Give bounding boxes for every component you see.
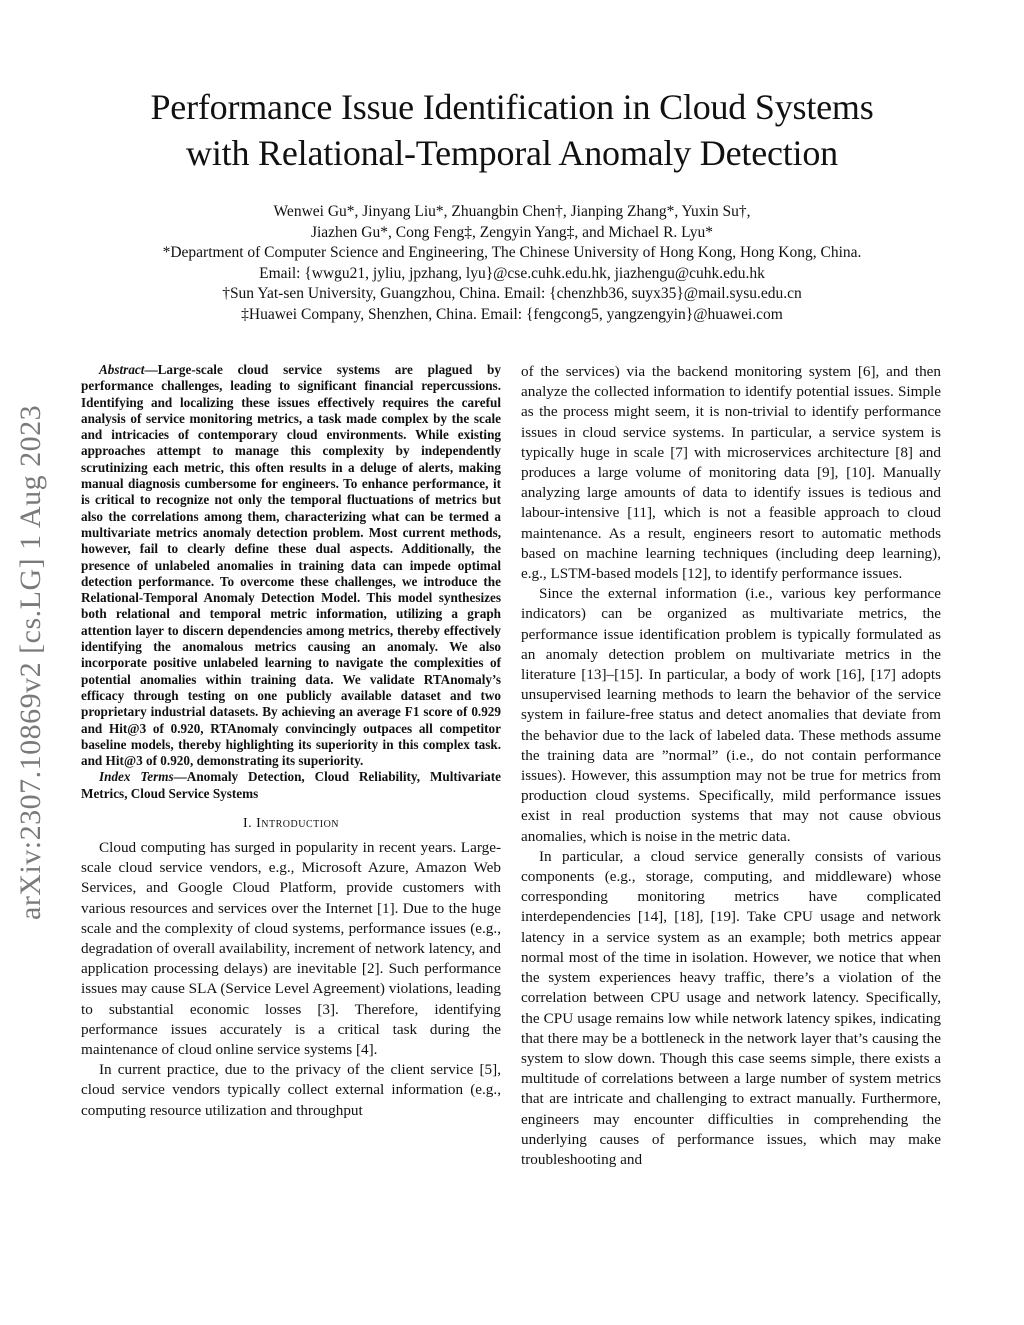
title-line-1: Performance Issue Identification in Cloud Systems xyxy=(150,87,874,127)
author-line-1: Wenwei Gu*, Jinyang Liu*, Zhuangbin Chen†, Jianping Zhang*, Yuxin Su†, xyxy=(273,203,751,220)
intro-paragraph-4: In particular, a cloud service generally consists of various components (e.g., storage, computing, and middleware) whose corresponding monitoring metrics have complicated interdependencies [14], [18], [19]. Take CPU usage and network latency in a service system as an example; both metrics appear normal most of the time in isolation. However, we notice that when the system experiences heavy traffic, there’s a violation of the correlation between CPU usage and network latency. Specifically, the CPU usage remains low while network latency spikes, indicating that there may be a bottleneck in the network layer that’s causing the system to slow down. Though this case seems simple, there exists a multitude of correlations between a large number of system metrics that are intricate and challenging to extract manually. Furthermore, engineers may encounter difficulties in comprehending the underlying causes of performance issues, which may make troubleshooting and xyxy=(521,847,941,1168)
left-column xyxy=(81,362,501,1121)
right-column xyxy=(521,362,941,1170)
affiliation-2: †Sun Yat-sen University, Guangzhou, China. Email: {chenzhb36, suyx35}@mail.sysu.edu.cn xyxy=(222,285,802,302)
index-terms-label: Index Terms xyxy=(99,769,174,785)
section-heading-introduction: I. Introduction xyxy=(242,816,340,832)
paper-title xyxy=(60,84,964,176)
affiliation-1-email: Email: {wwgu21, jyliu, jpzhang, lyu}@cse.cuhk.edu.hk, jiazhengu@cuhk.edu.hk xyxy=(259,264,765,282)
abstract-label: Abstract xyxy=(99,362,145,377)
author-line-2: Jiazhen Gu*, Cong Feng‡, Zengyin Yang‡, and Michael R. Lyu* xyxy=(310,223,714,241)
index-terms xyxy=(81,769,501,802)
arxiv-stamp: arXiv:2307.10869v2 [cs.LG] 1 Aug 2023 xyxy=(14,404,47,920)
affiliation-1: *Department of Computer Science and Engineering, The Chinese University of Hong Kong, Hong Kong, China. xyxy=(162,244,862,261)
abstract xyxy=(81,362,501,769)
abstract-text: —Large-scale cloud service systems are plagued by performance challenges, leading to significant financial repercussions. Identifying and localizing these issues effectively requires the careful analysis of service monitoring metrics, a task made complex by the scale and intricacies of contemporary cloud environments. While existing approaches attempt to manage this complexity by independently scrutinizing each metric, this often results in a deluge of alerts, making manual diagnosis cumbersome for engineers. To enhance performance, it is critical to recognize not only the temporal fluctuations of metrics but also the correlations among them, characterizing what can be termed a multivariate metrics anomaly detection problem. Most current methods, however, fail to clearly define these dual aspects. Additionally, the presence of unlabeled anomalies in training data can impede optimal detection performance. To overcome these challenges, we introduce the Relational-Temporal Anomaly Detection Model. This model synthesizes both relational and temporal metric information, utilizing a graph attention layer to discern dependencies among metrics, thereby effectively identifying the anomalous metrics causing an anomaly. We also incorporate positive unlabeled learning to navigate the complexities of potential anomalies within training data. We validate RTAnomaly’s efficacy through testing on one publicly available dataset and two proprietary industrial datasets. By achieving an average F1 score of 0.929 and Hit@3 of 0.920, RTAnomaly convincingly outpaces all competitor baseline models, thereby highlighting its superiority in this complex task. and Hit@3 of 0.920, demonstrating its superiority. xyxy=(81,362,501,769)
affiliation-3: ‡Huawei Company, Shenzhen, China. Email: {fengcong5, yangzengyin}@huawei.com xyxy=(241,305,783,323)
index-terms-text: —Anomaly Detection, Cloud Reliability, Multivariate Metrics, Cloud Service Systems xyxy=(81,769,501,801)
title-line-2: with Relational-Temporal Anomaly Detection xyxy=(186,133,838,173)
intro-paragraph-2-continued: of the services) via the backend monitoring system [6], and then analyze the collected information to identify potential issues. Simple as the process might seem, it is non-trivial to identify performance issues in cloud service systems. In particular, a service system is typically huge in scale [7] with microservices architecture [8] and produces a large volume of monitoring data [9], [10]. Manually analyzing large amounts of data to identify issues is tedious and labour-intensive [11], which is not a feasible approach to cloud maintenance. As a result, engineers resort to automatic methods based on machine learning techniques (including deep learning), e.g., LSTM-based models [12], to identify performance issues. xyxy=(521,363,941,583)
author-block xyxy=(40,202,984,325)
intro-paragraph-2: In current practice, due to the privacy of the client service [5], cloud service vendors typically collect external information (e.g., computing resource utilization and throughput xyxy=(81,1061,501,1119)
intro-paragraph-3: Since the external information (i.e., various key performance indicators) can be organized as multivariate metrics, the performance issue identification problem is typically formulated as an anomaly detection problem on multivariate metrics in the literature [13]–[15]. In particular, a body of work [16], [17] adopts unsupervised learning methods to learn the behavior of the service system in failure-free status and detect anomalies that deviate from the behavior due to the lack of labeled data. These methods assume the training data are ”normal” (i.e., do not contain performance issues). However, this assumption may not be true for metrics from production cloud systems. Specifically, mild performance issues exist in real production systems that may not cause obvious anomalies, which is noise in the metric data. xyxy=(521,585,941,845)
intro-paragraph-1: Cloud computing has surged in popularity in recent years. Large-scale cloud service vendors, e.g., Microsoft Azure, Amazon Web Services, and Google Cloud Platform, provide customers with various resources and services over the Internet [1]. Due to the huge scale and the complexity of cloud systems, performance issues (e.g., degradation of overall availability, increment of network latency, and application processing delays) are inevitable [2]. Such performance issues may cause SLA (Service Level Agreement) violations, leading to substantial economic losses [3]. Therefore, identifying performance issues accurately is a critical task during the maintenance of cloud online service systems [4]. xyxy=(81,839,501,1059)
